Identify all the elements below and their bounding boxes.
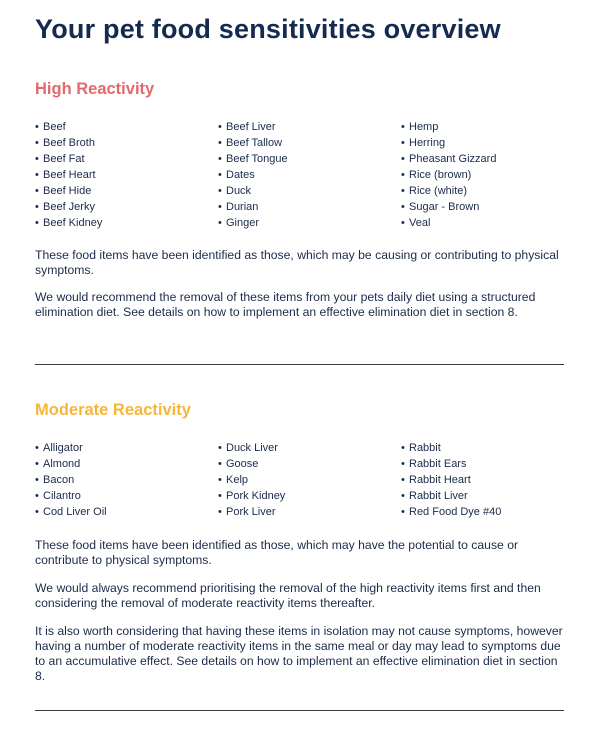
food-item: • Ginger: [218, 215, 288, 231]
food-item: • Dates: [218, 167, 288, 183]
moderate-reactivity-recommendation: We would always recommend prioritising the removal of the high reactivity items first and then considering the removal of moderate reactivity items thereafter.: [35, 581, 541, 610]
high-reactivity-description: These food items have been identified as those, which may be causing or contributing to physical symptoms.: [35, 248, 559, 277]
food-item: • Hemp: [401, 119, 496, 135]
high-reactivity-list-col-2: [218, 119, 288, 231]
food-item: • Cilantro: [35, 488, 107, 504]
moderate-reactivity-list-col-3: [401, 440, 501, 520]
food-item: • Rabbit: [401, 440, 501, 456]
food-item: • Pheasant Gizzard: [401, 151, 496, 167]
food-item: • Bacon: [35, 472, 107, 488]
food-item: • Almond: [35, 456, 107, 472]
food-item: • Rabbit Liver: [401, 488, 501, 504]
food-item: • Rice (white): [401, 183, 496, 199]
food-item: • Rice (brown): [401, 167, 496, 183]
food-item: • Beef Broth: [35, 135, 102, 151]
food-item: • Beef Fat: [35, 151, 102, 167]
high-reactivity-recommendation: We would recommend the removal of these items from your pets daily diet using a structured elimination diet. See details on how to implement an effective elimination diet in section 8.: [35, 290, 536, 319]
food-item: • Rabbit Ears: [401, 456, 501, 472]
high-reactivity-list-col-3: [401, 119, 496, 231]
moderate-reactivity-heading: Moderate Reactivity: [35, 401, 191, 419]
section-divider: [35, 710, 564, 711]
food-item: • Veal: [401, 215, 496, 231]
food-item: • Beef Jerky: [35, 199, 102, 215]
high-reactivity-list-col-1: [35, 119, 102, 231]
food-item: • Pork Kidney: [218, 488, 285, 504]
food-item: • Pork Liver: [218, 504, 285, 520]
moderate-reactivity-note: It is also worth considering that having these items in isolation may not cause symptoms, however having a number of moderate reactivity items in the same meal or day may lead to symptoms due to an accumulative effect. See details on how to implement an effective elimination diet in section 8.: [35, 624, 563, 683]
page-title: Your pet food sensitivities overview: [35, 14, 501, 44]
section-divider: [35, 364, 564, 365]
moderate-reactivity-description: These food items have been identified as those, which may have the potential to cause or contribute to physical symptoms.: [35, 538, 519, 567]
food-item: • Beef Hide: [35, 183, 102, 199]
food-item: • Cod Liver Oil: [35, 504, 107, 520]
food-item: • Rabbit Heart: [401, 472, 501, 488]
food-item: • Beef: [35, 119, 102, 135]
food-item: • Beef Liver: [218, 119, 288, 135]
food-item: • Alligator: [35, 440, 107, 456]
food-item: • Beef Heart: [35, 167, 102, 183]
food-item: • Red Food Dye #40: [401, 504, 501, 520]
food-item: • Kelp: [218, 472, 285, 488]
food-item: • Goose: [218, 456, 285, 472]
moderate-reactivity-list-col-2: [218, 440, 285, 520]
food-item: • Herring: [401, 135, 496, 151]
food-item: • Duck: [218, 183, 288, 199]
moderate-reactivity-list-col-1: [35, 440, 107, 520]
food-item: • Durian: [218, 199, 288, 215]
food-item: • Duck Liver: [218, 440, 285, 456]
high-reactivity-heading: High Reactivity: [35, 80, 155, 98]
food-item: • Beef Kidney: [35, 215, 102, 231]
food-item: • Beef Tallow: [218, 135, 288, 151]
food-item: • Beef Tongue: [218, 151, 288, 167]
food-item: • Sugar - Brown: [401, 199, 496, 215]
